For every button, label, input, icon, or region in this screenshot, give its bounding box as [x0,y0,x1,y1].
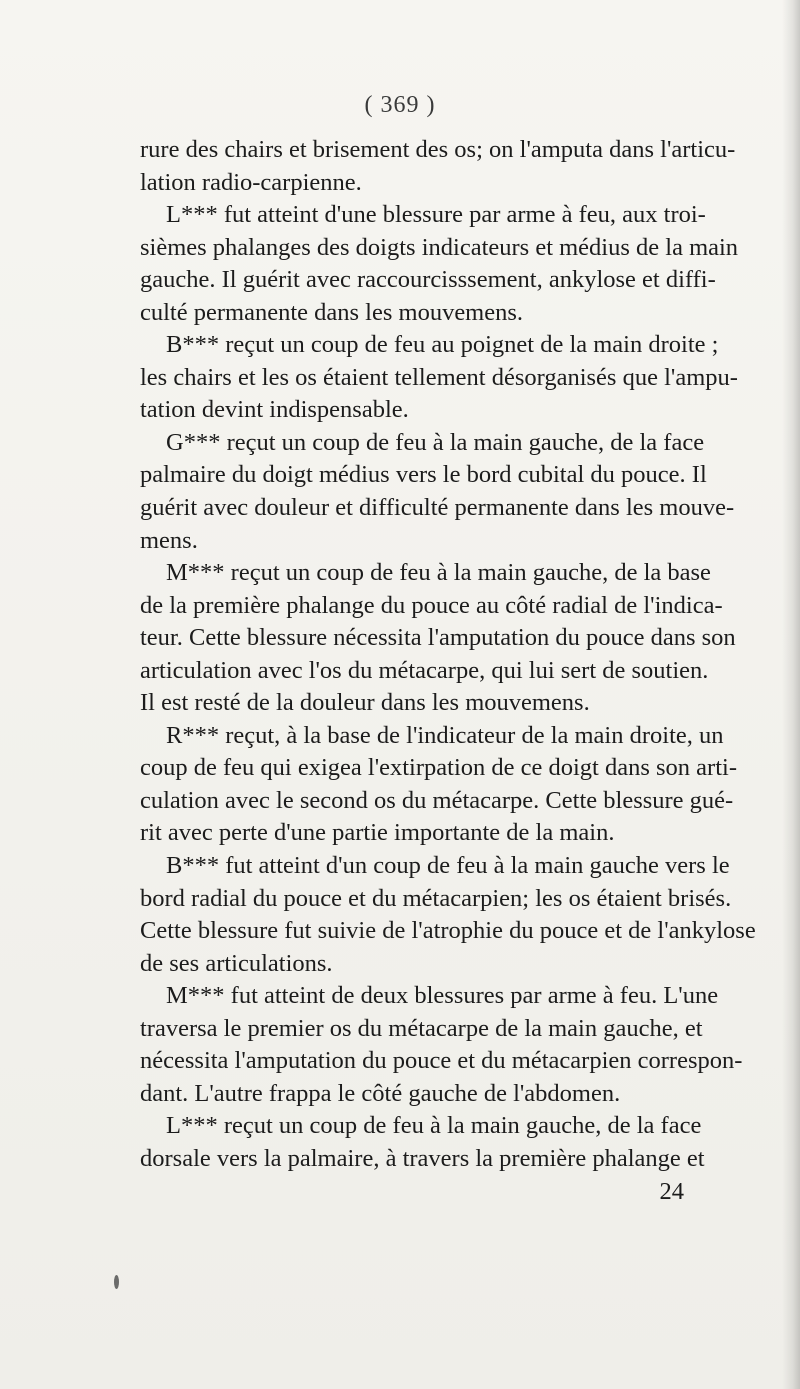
text-line: B*** fut atteint d'un coup de feu à la main gauche vers le [166,852,730,880]
page-number: ( 369 ) [364,92,436,118]
text-line: rit avec perte d'une partie importante de la main. [140,819,615,847]
text-line: lation radio-carpienne. [140,168,362,196]
text-line: M*** reçut un coup de feu à la main gauche, de la base [166,559,711,587]
text-line: les chairs et les os étaient tellement désorganisés que l'ampu- [140,363,738,391]
body-text [140,134,756,1208]
text-line: dorsale vers la palmaire, à travers la première phalange et [140,1144,705,1172]
text-line: culté permanente dans les mouvemens. [140,298,524,326]
page-edge-shadow [782,0,800,1389]
text-line: M*** fut atteint de deux blessures par arme à feu. L'une [166,982,719,1010]
text-line: palmaire du doigt médius vers le bord cubital du pouce. Il [140,461,707,489]
text-line: rure des chairs et brisement des os; on l'amputa dans l'articu- [140,136,736,163]
text-line: sièmes phalanges des doigts indicateurs et médius de la main [140,233,739,261]
text-line: coup de feu qui exigea l'extirpation de ce doigt dans son arti- [140,754,737,782]
ink-spot [114,1275,119,1289]
text-line: tation devint indispensable. [140,396,409,424]
text-line: teur. Cette blessure nécessita l'amputation du pouce dans son [140,624,736,652]
text-line: R*** reçut, à la base de l'indicateur de la main droite, un [166,721,724,749]
text-line: Il est resté de la douleur dans les mouvemens. [140,689,590,717]
text-line: dant. L'autre frappa le côté gauche de l'abdomen. [140,1079,621,1107]
text-line: mens. [140,526,198,554]
text-line: articulation avec l'os du métacarpe, qui lui sert de soutien. [140,656,709,684]
text-line: G*** reçut un coup de feu à la main gauche, de la face [166,428,705,456]
text-line: de la première phalange du pouce au côté radial de l'indica- [140,591,723,619]
text-line: Cette blessure fut suivie de l'atrophie du pouce et de l'ankylose [140,917,756,945]
text-line: B*** reçut un coup de feu au poignet de la main droite ; [166,331,719,359]
text-line: nécessita l'amputation du pouce et du métacarpien correspon- [140,1047,743,1075]
text-line: guérit avec douleur et difficulté permanente dans les mouve- [140,494,735,522]
text-line: L*** reçut un coup de feu à la main gauche, de la face [166,1112,702,1140]
text-line: L*** fut atteint d'une blessure par arme à feu, aux troi- [166,201,706,229]
text-line: gauche. Il guérit avec raccourcisssement, ankylose et diffi- [140,266,716,294]
text-line: traversa le premier os du métacarpe de la main gauche, et [140,1014,703,1042]
text-line: culation avec le second os du métacarpe. Cette blessure gué- [140,786,734,814]
text-line: de ses articulations. [140,949,333,977]
text-line: bord radial du pouce et du métacarpien; les os étaient brisés. [140,884,732,912]
signature-mark: 24 [659,1177,684,1205]
